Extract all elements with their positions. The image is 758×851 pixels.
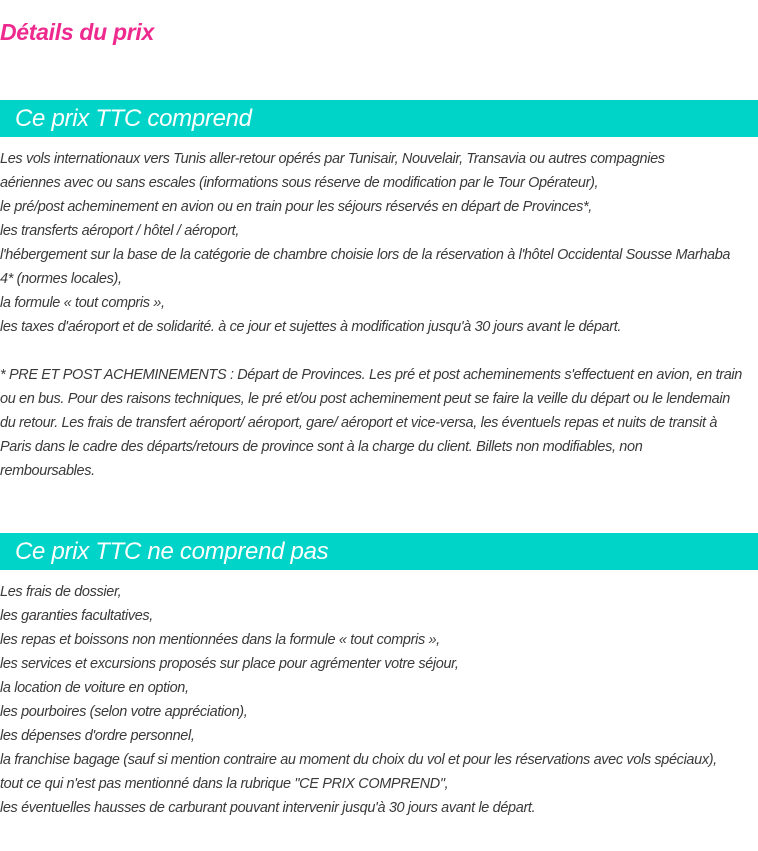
pre-post-transport-note — [0, 363, 758, 483]
excludes-line: la location de voiture en option, — [0, 680, 189, 696]
excludes-line: les éventuelles hausses de carburant pouvant intervenir jusqu'à 30 jours avant le départ. — [0, 800, 536, 816]
excludes-line: les dépenses d'ordre personnel, — [0, 728, 195, 744]
includes-line: Les vols internationaux vers Tunis aller-retour opérés par Tunisair, Nouvelair, Transavia ou autres compagnies — [0, 151, 665, 167]
includes-line: aériennes avec ou sans escales (informations sous réserve de modification par le Tour Opérateur), — [0, 175, 599, 191]
excludes-heading: Ce prix TTC ne comprend pas — [0, 533, 758, 570]
note-line: remboursables. — [0, 463, 95, 479]
excludes-list — [0, 580, 758, 820]
includes-line: les transferts aéroport / hôtel / aéroport, — [0, 223, 240, 239]
note-line: Paris dans le cadre des départs/retours de province sont à la charge du client. Billets non modifiables, non — [0, 439, 643, 455]
excludes-line: les services et excursions proposés sur place pour agrémenter votre séjour, — [0, 656, 459, 672]
includes-heading: Ce prix TTC comprend — [0, 100, 758, 137]
excludes-line: tout ce qui n'est pas mentionné dans la rubrique "CE PRIX COMPREND", — [0, 776, 449, 792]
note-line: du retour. Les frais de transfert aéroport/ aéroport, gare/ aéroport et vice-versa, les éventuels repas et nuits de transit à — [0, 415, 718, 431]
excludes-line: les pourboires (selon votre appréciation), — [0, 704, 248, 720]
includes-line: 4* (normes locales), — [0, 271, 122, 287]
excludes-line: les repas et boissons non mentionnées dans la formule « tout compris », — [0, 632, 440, 648]
includes-line: les taxes d'aéroport et de solidarité. à ce jour et sujettes à modification jusqu'à 30 jours avant le départ. — [0, 319, 622, 335]
page-title: Détails du prix — [0, 19, 154, 45]
note-line: ou en bus. Pour des raisons techniques, le pré et/ou post acheminement peut se faire la veille du départ ou le lendemain — [0, 391, 730, 407]
excludes-line: la franchise bagage (sauf si mention contraire au moment du choix du vol et pour les réservations avec vols spéciaux), — [0, 752, 717, 768]
excludes-line: les garanties facultatives, — [0, 608, 153, 624]
includes-line: le pré/post acheminement en avion ou en train pour les séjours réservés en départ de Provinces*, — [0, 199, 592, 215]
includes-list — [0, 147, 758, 339]
excludes-line: Les frais de dossier, — [0, 584, 122, 600]
note-line: * PRE ET POST ACHEMINEMENTS : Départ de Provinces. Les pré et post acheminements s'effectuent en avion, en train — [0, 367, 742, 383]
includes-line: la formule « tout compris », — [0, 295, 165, 311]
includes-line: l'hébergement sur la base de la catégorie de chambre choisie lors de la réservation à l'hôtel Occidental Sousse Marhaba — [0, 247, 731, 263]
